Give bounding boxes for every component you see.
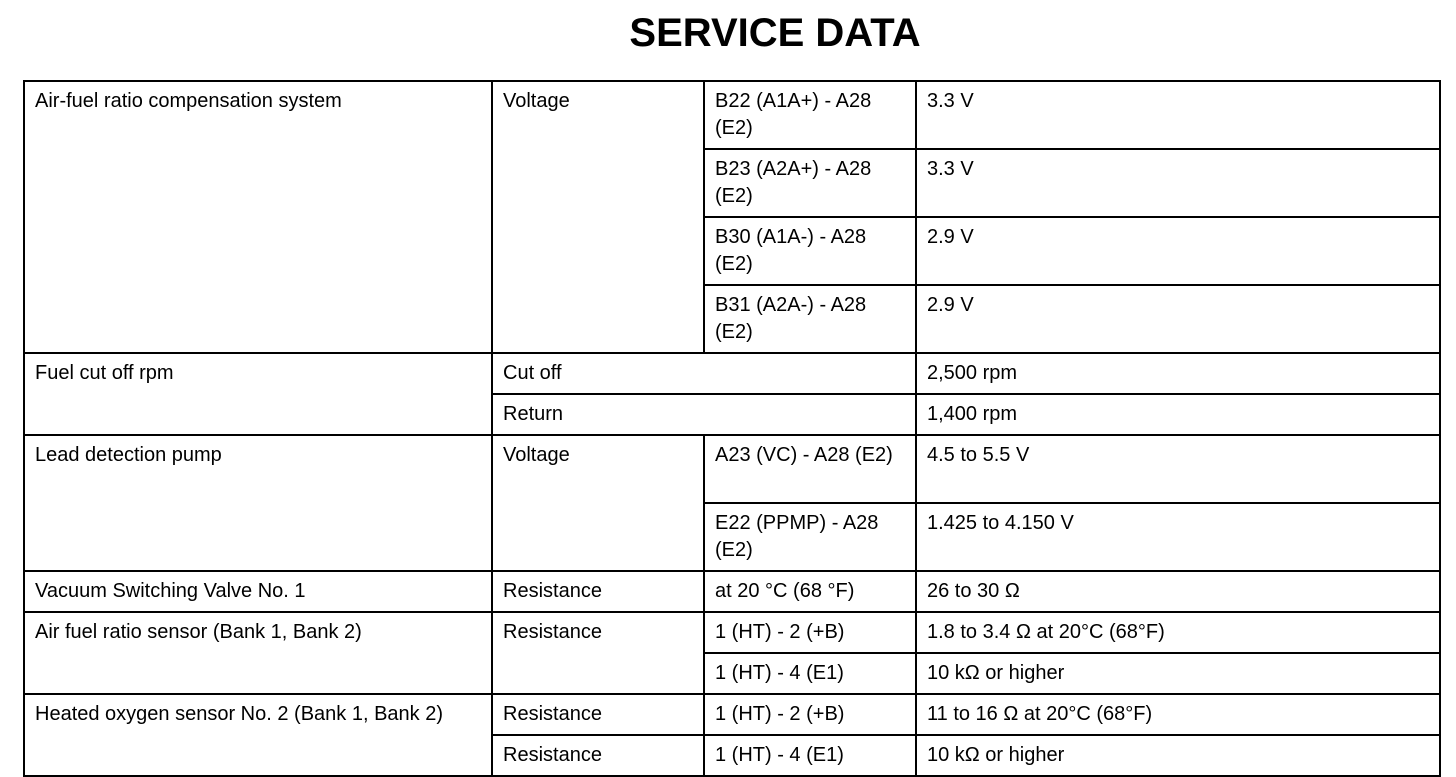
condition-cell: Resistance: [492, 694, 704, 735]
spec-cell: 3.3 V: [916, 149, 1440, 217]
condition-cell: Cut off: [492, 353, 916, 394]
item-cell: Air fuel ratio sensor (Bank 1, Bank 2): [24, 612, 492, 694]
spec-cell: 26 to 30 Ω: [916, 571, 1440, 612]
terminal-cell: B30 (A1A-) - A28 (E2): [704, 217, 916, 285]
item-cell: Heated oxygen sensor No. 2 (Bank 1, Bank 2): [24, 694, 492, 776]
item-cell: Lead detection pump: [24, 435, 492, 571]
item-cell: Vacuum Switching Valve No. 1: [24, 571, 492, 612]
spec-cell: 2.9 V: [916, 285, 1440, 353]
terminal-cell: 1 (HT) - 2 (+B): [704, 612, 916, 653]
condition-cell: Voltage: [492, 435, 704, 571]
terminal-cell: B31 (A2A-) - A28 (E2): [704, 285, 916, 353]
service-data-table: [23, 80, 1441, 777]
table-row: [24, 353, 1440, 394]
spec-cell: 3.3 V: [916, 81, 1440, 149]
condition-cell: Resistance: [492, 735, 704, 776]
spec-cell: 1.8 to 3.4 Ω at 20°C (68°F): [916, 612, 1440, 653]
spec-cell: 4.5 to 5.5 V: [916, 435, 1440, 503]
item-cell: Fuel cut off rpm: [24, 353, 492, 435]
terminal-cell: 1 (HT) - 4 (E1): [704, 653, 916, 694]
page-title: SERVICE DATA: [629, 11, 921, 55]
terminal-cell: B23 (A2A+) - A28 (E2): [704, 149, 916, 217]
spec-cell: 10 kΩ or higher: [916, 653, 1440, 694]
condition-cell: Voltage: [492, 81, 704, 353]
spec-cell: 1.425 to 4.150 V: [916, 503, 1440, 571]
spec-cell: 2.9 V: [916, 217, 1440, 285]
spec-cell: 2,500 rpm: [916, 353, 1440, 394]
table-row: [24, 571, 1440, 612]
terminal-cell: 1 (HT) - 2 (+B): [704, 694, 916, 735]
terminal-cell: A23 (VC) - A28 (E2): [704, 435, 916, 503]
terminal-cell: at 20 °C (68 °F): [704, 571, 916, 612]
condition-cell: Resistance: [492, 612, 704, 694]
table-row: [24, 435, 1440, 503]
item-cell: Air-fuel ratio compensation system: [24, 81, 492, 353]
terminal-cell: 1 (HT) - 4 (E1): [704, 735, 916, 776]
condition-cell: Return: [492, 394, 916, 435]
table-row: [24, 694, 1440, 735]
spec-cell: 10 kΩ or higher: [916, 735, 1440, 776]
spec-cell: 1,400 rpm: [916, 394, 1440, 435]
condition-cell: Resistance: [492, 571, 704, 612]
table-row: [24, 81, 1440, 149]
terminal-cell: E22 (PPMP) - A28 (E2): [704, 503, 916, 571]
table-row: [24, 612, 1440, 653]
spec-cell: 11 to 16 Ω at 20°C (68°F): [916, 694, 1440, 735]
terminal-cell: B22 (A1A+) - A28 (E2): [704, 81, 916, 149]
